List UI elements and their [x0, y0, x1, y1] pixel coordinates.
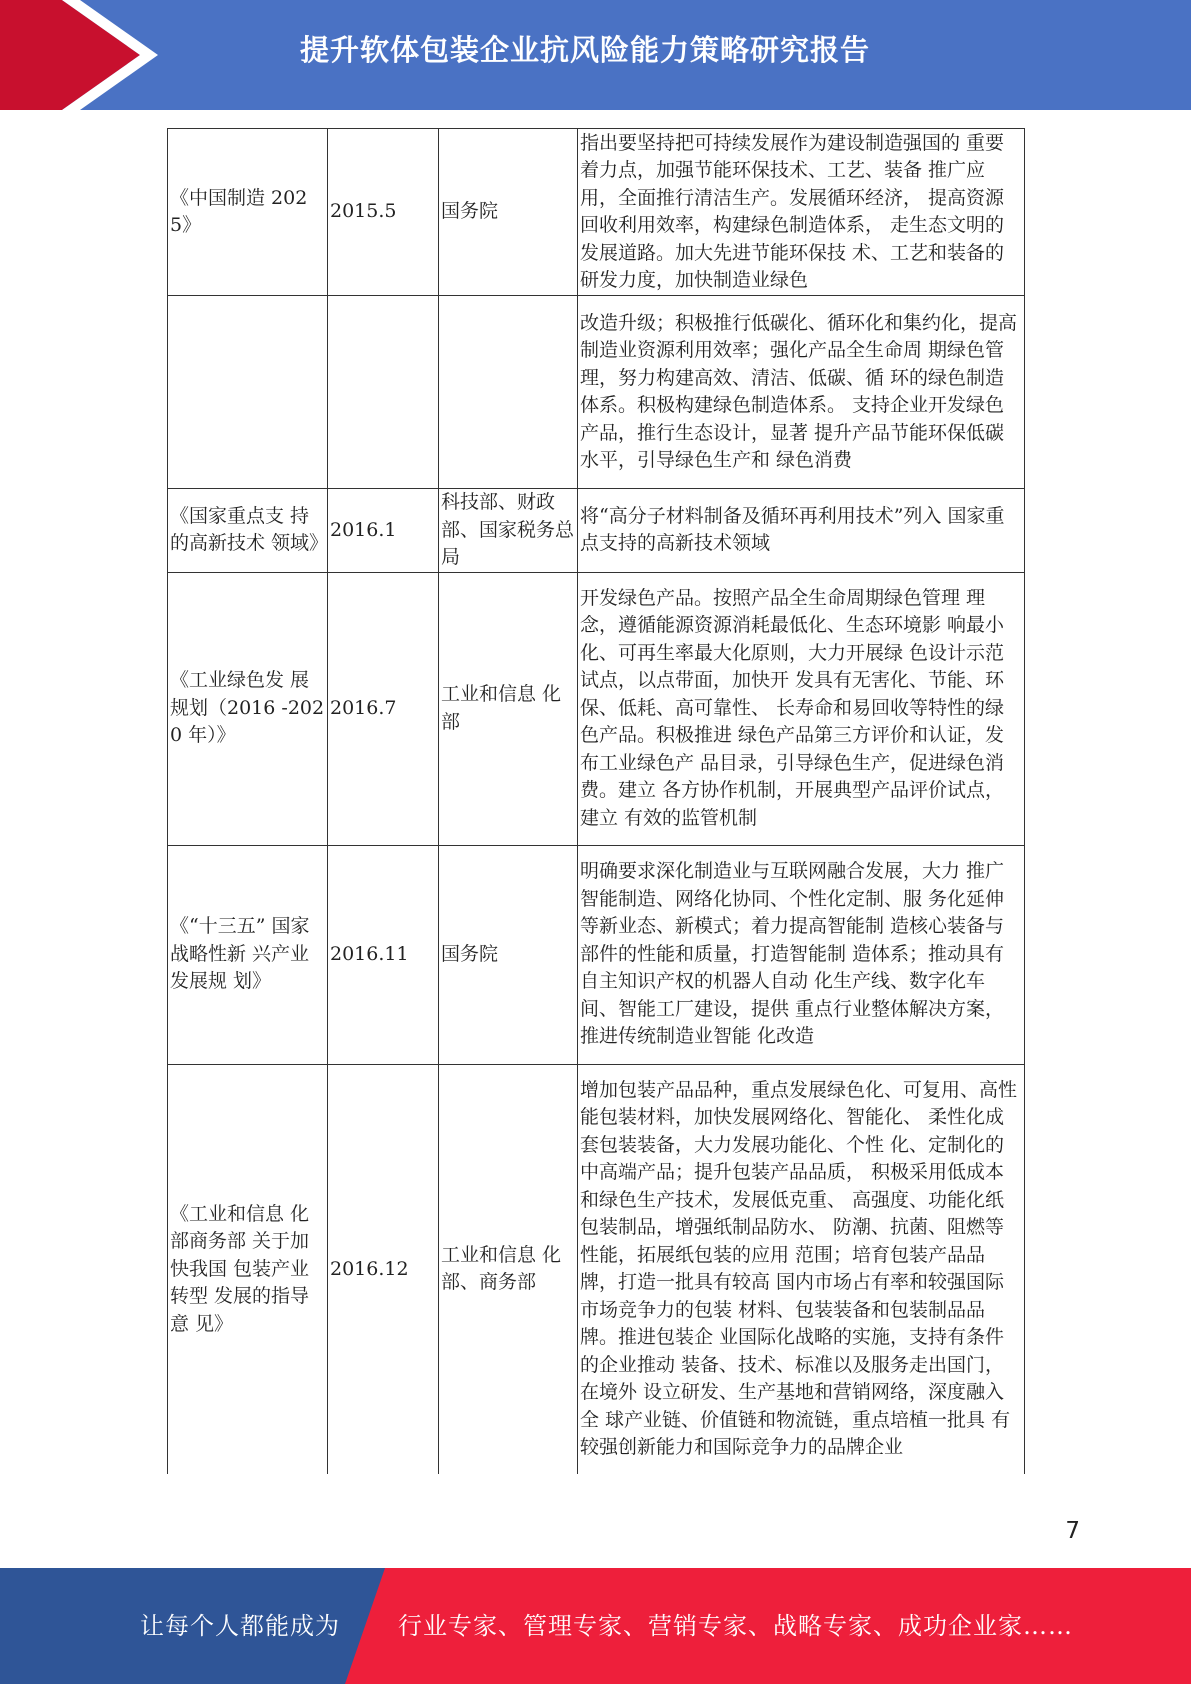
policy-content-cell: 明确要求深化制造业与互联网融合发展，大力 推广智能制造、网络化协同、个性化定制、服 务化延伸等新业态、新模式；着力提高智能制 造核心装备与部件的性能和质量，打造智能制 造体系；推动具有自主知识产权的机器人自动 化生产线、数字化车间、智能工厂建设，提供 重点行业整体解决方案，推进传统制造业智能 化改造	[578, 845, 1025, 1064]
policy-issuer-cell: 科技部、财政部、国家税务总局	[439, 489, 578, 573]
policy-table	[167, 128, 1025, 1474]
policy-content-cell: 改造升级；积极推行低碳化、循环化和集约化，提高制造业资源利用效率；强化产品全生命周 期绿色管理，努力构建高效、清洁、低碳、循 环的绿色制造体系。积极构建绿色制造体系。 支持企业开发绿色产品，推行生态设计，显著 提升产品节能环保低碳水平，引导绿色生产和 绿色消费	[578, 296, 1025, 489]
policy-table-container	[167, 128, 1024, 1474]
page-header	[0, 0, 1191, 110]
policy-name-cell: 《国家重点支 持的高新技术 领域》	[168, 489, 328, 573]
chevron-arrow-icon	[0, 0, 160, 110]
table-row	[168, 489, 1025, 573]
page-footer	[0, 1568, 1191, 1684]
footer-slogan-left: 让每个人都能成为	[140, 1612, 340, 1640]
table-row	[168, 129, 1025, 296]
policy-name-cell: 《工业绿色发 展规划（2016 -2020 年）》	[168, 572, 328, 845]
report-title: 提升软体包装企业抗风险能力策略研究报告	[300, 33, 871, 67]
page-number: 7	[1065, 1518, 1080, 1544]
footer-slogan-right: 行业专家、管理专家、营销专家、战略专家、成功企业家……	[398, 1612, 1073, 1640]
policy-name-cell: 《“十三五” 国家战略性新 兴产业发展规 划》	[168, 845, 328, 1064]
table-row	[168, 296, 1025, 489]
table-row	[168, 1064, 1025, 1474]
policy-date-cell	[328, 296, 439, 489]
policy-content-cell: 指出要坚持把可持续发展作为建设制造强国的 重要着力点，加强节能环保技术、工艺、装备 推广应用，全面推行清洁生产。发展循环经济， 提高资源回收利用效率，构建绿色制造体系， 走生态文明的发展道路。加大先进节能环保技 术、工艺和装备的研发力度，加快制造业绿色	[578, 129, 1025, 296]
policy-date-cell: 2016.12	[328, 1064, 439, 1474]
policy-content-cell: 将“高分子材料制备及循环再利用技术”列入 国家重点支持的高新技术领域	[578, 489, 1025, 573]
policy-content-cell: 开发绿色产品。按照产品全生命周期绿色管理 理念，遵循能源资源消耗最低化、生态环境影 响最小化、可再生率最大化原则，大力开展绿 色设计示范试点，以点带面，加快开 发具有无害化、节能、环保、低耗、高可靠性、 长寿命和易回收等特性的绿色产品。积极推进 绿色产品第三方评价和认证，发布工业绿色产 品目录，引导绿色生产，促进绿色消费。建立 各方协作机制，开展典型产品评价试点，建立 有效的监管机制	[578, 572, 1025, 845]
policy-name-cell: 《工业和信息 化部商务部 关于加快我国 包装产业转型 发展的指导意 见》	[168, 1064, 328, 1474]
table-row	[168, 572, 1025, 845]
policy-date-cell: 2015.5	[328, 129, 439, 296]
policy-date-cell: 2016.7	[328, 572, 439, 845]
policy-date-cell: 2016.11	[328, 845, 439, 1064]
policy-date-cell: 2016.1	[328, 489, 439, 573]
policy-issuer-cell: 国务院	[439, 845, 578, 1064]
policy-issuer-cell: 工业和信息 化部	[439, 572, 578, 845]
policy-issuer-cell	[439, 296, 578, 489]
policy-name-cell: 《中国制造 2025》	[168, 129, 328, 296]
policy-issuer-cell: 工业和信息 化部、商务部	[439, 1064, 578, 1474]
policy-issuer-cell: 国务院	[439, 129, 578, 296]
policy-content-cell: 增加包装产品品种，重点发展绿色化、可复用、高性能包装材料，加快发展网络化、智能化、 柔性化成套包装装备，大力发展功能化、个性 化、定制化的中高端产品；提升包装产品品质， 积极采用低成本和绿色生产技术，发展低克重、 高强度、功能化纸包装制品，增强纸制品防水、 防潮、抗菌、阻燃等性能，拓展纸包装的应用 范围；培育包装产品品牌，打造一批具有较高 国内市场占有率和较强国际市场竞争力的包装 材料、包装装备和包装制品品牌。推进包装企 业国际化战略的实施，支持有条件的企业推动 装备、技术、标准以及服务走出国门，在境外 设立研发、生产基地和营销网络，深度融入全 球产业链、价值链和物流链，重点培植一批具 有较强创新能力和国际竞争力的品牌企业	[578, 1064, 1025, 1474]
policy-name-cell	[168, 296, 328, 489]
table-row	[168, 845, 1025, 1064]
